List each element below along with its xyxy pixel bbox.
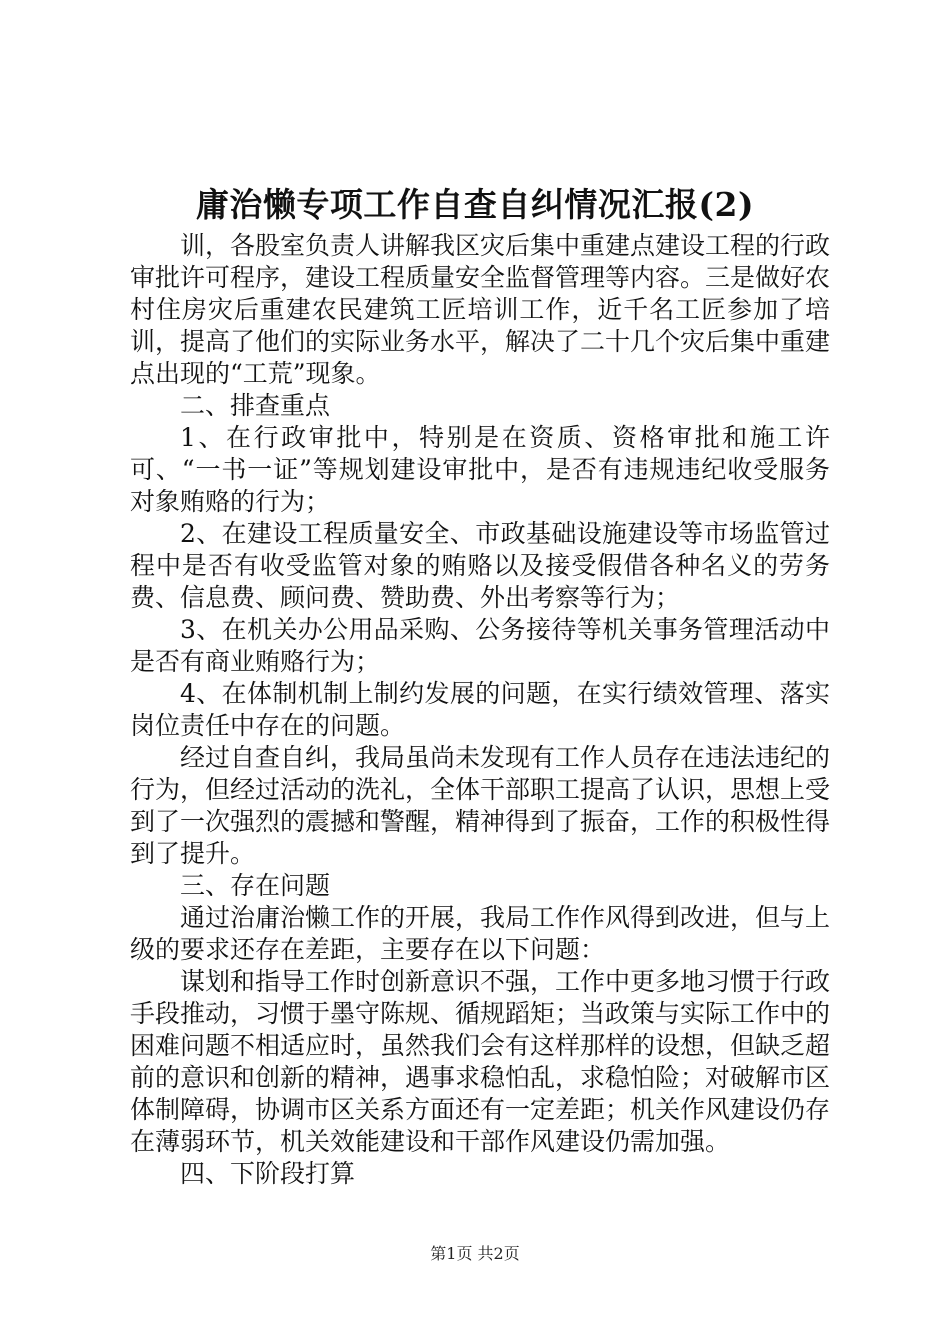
paragraph-problems-intro: 通过治庸治懒工作的开展，我局工作作风得到改进，但与上级的要求还存在差距，主要存在以下问题： — [130, 903, 831, 964]
page-number: 第1页 共2页 — [430, 1244, 520, 1263]
document-title: 庸治懒专项工作自查自纠情况汇报(2) — [195, 185, 755, 224]
list-item-3: 3、在机关办公用品采购、公务接待等机关事务管理活动中是否有商业贿赂行为； — [130, 615, 830, 676]
section-heading-4: 四、下阶段打算 — [180, 1159, 356, 1188]
list-item-4: 4、在体制机制上制约发展的问题，在实行绩效管理、落实岗位责任中存在的问题。 — [130, 679, 830, 740]
list-item-1: 1、在行政审批中，特别是在资质、资格审批和施工许可、“一书一证”等规划建设审批中，是否有违规违纪收受服务对象贿赂的行为； — [130, 423, 830, 516]
section-heading-3: 三、存在问题 — [180, 871, 331, 900]
paragraph-self-check: 经过自查自纠，我局虽尚未发现有工作人员存在违法违纪的行为，但经过活动的洗礼，全体干部职工提高了认识，思想上受到了一次强烈的震撼和警醒，精神得到了振奋，工作的积极性得到了提升。 — [130, 743, 831, 868]
list-item-2: 2、在建设工程质量安全、市政基础设施建设等市场监管过程中是否有收受监管对象的贿赂以及接受假借各种名义的劳务费、信息费、顾问费、赞助费、外出考察等行为； — [130, 519, 830, 612]
document-body — [130, 230, 830, 1190]
paragraph-intro-continued: 训，各股室负责人讲解我区灾后集中重建点建设工程的行政审批许可程序，建设工程质量安全监督管理等内容。三是做好农村住房灾后重建农民建筑工匠培训工作，近千名工匠参加了培训，提高了他们的实际业务水平，解决了二十几个灾后集中重建点出现的“工荒”现象。 — [130, 231, 831, 388]
section-heading-2: 二、排查重点 — [180, 391, 331, 420]
paragraph-problems-detail: 谋划和指导工作时创新意识不强，工作中更多地习惯于行政手段推动，习惯于墨守陈规、循规蹈矩；当政策与实际工作中的困难问题不相适应时，虽然我们会有这样那样的设想，但缺乏超前的意识和创新的精神，遇事求稳怕乱，求稳怕险；对破解市区体制障碍，协调市区关系方面还有一定差距；机关作风建设仍存在薄弱环节，机关效能建设和干部作风建设仍需加强。 — [130, 967, 831, 1156]
